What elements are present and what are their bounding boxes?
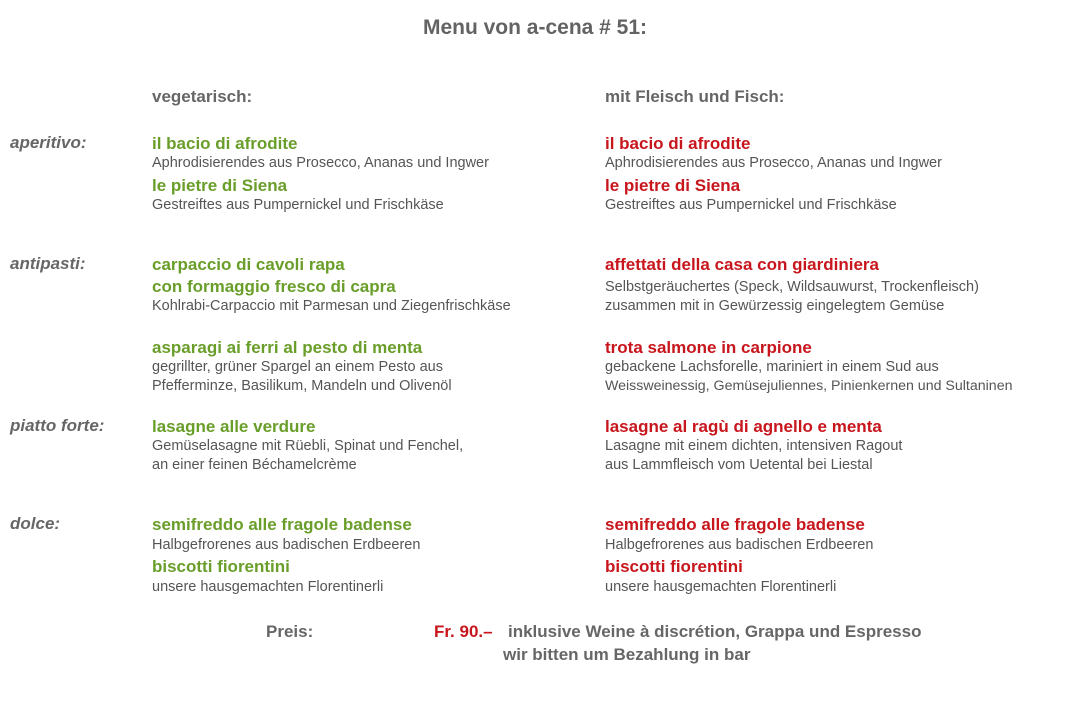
veg-piatto-forte-desc-line-2: an einer feinen Béchamelcrème bbox=[152, 457, 357, 473]
course-label-dolce: dolce: bbox=[10, 514, 61, 533]
veg-dolce-desc-2: unsere hausgemachten Florentinerli bbox=[152, 579, 384, 595]
page-title: Menu von a-cena # 51: bbox=[422, 16, 648, 39]
price-label: Preis: bbox=[266, 622, 314, 641]
veg-dolce-dish-2: biscotti fiorentini bbox=[152, 557, 290, 576]
course-label-piatto-forte: piatto forte: bbox=[10, 416, 105, 435]
veg-piatto-forte-desc-line-1: Gemüselasagne mit Rüebli, Spinat und Fenchel, bbox=[152, 438, 464, 454]
veg-dolce-dish-1: semifreddo alle fragole badense bbox=[152, 515, 412, 534]
meat-dolce-desc-1: Halbgefrorenes aus badischen Erdbeeren bbox=[605, 537, 874, 553]
veg-antipasti-desc-2-line-2: Pfefferminze, Basilikum, Mandeln und Olivenöl bbox=[152, 378, 452, 394]
veg-column-heading: vegetarisch: bbox=[152, 87, 253, 106]
meat-dolce-dish-1: semifreddo alle fragole badense bbox=[605, 515, 865, 534]
veg-aperitivo-dish-2: le pietre di Siena bbox=[152, 176, 288, 195]
meat-dolce-desc-2: unsere hausgemachten Florentinerli bbox=[605, 579, 837, 595]
meat-dolce-dish-2: biscotti fiorentini bbox=[605, 557, 743, 576]
meat-piatto-forte-dish: lasagne al ragù di agnello e menta bbox=[605, 417, 882, 436]
meat-antipasti-dish-1: affettati della casa con giardiniera bbox=[605, 255, 879, 274]
meat-antipasti-desc-2-line-1: gebackene Lachsforelle, mariniert in einem Sud aus bbox=[605, 359, 939, 375]
veg-aperitivo-dish-1: il bacio di afrodite bbox=[152, 134, 298, 153]
veg-piatto-forte-dish: lasagne alle verdure bbox=[152, 417, 316, 436]
meat-antipasti-dish-2: trota salmone in carpione bbox=[605, 338, 812, 357]
meat-antipasti-desc-1-line-2: zusammen mit in Gewürzessig eingelegtem Gemüse bbox=[605, 298, 945, 314]
meat-antipasti-desc-1-line-1: Selbstgeräuchertes (Speck, Wildsauwurst, Trockenfleisch) bbox=[605, 279, 979, 295]
meat-piatto-forte-desc-line-1: Lasagne mit einem dichten, intensiven Ragout bbox=[605, 438, 903, 454]
meat-column-heading: mit Fleisch und Fisch: bbox=[605, 87, 785, 106]
course-label-aperitivo: aperitivo: bbox=[10, 133, 87, 152]
veg-antipasti-desc-1: Kohlrabi-Carpaccio mit Parmesan und Ziegenfrischkäse bbox=[152, 298, 511, 314]
meat-aperitivo-dish-2: le pietre di Siena bbox=[605, 176, 741, 195]
veg-antipasti-dish-1-line-1: carpaccio di cavoli rapa bbox=[152, 255, 345, 274]
price-amount: Fr. 90.– bbox=[434, 622, 493, 641]
course-label-antipasti: antipasti: bbox=[10, 254, 86, 273]
veg-aperitivo-desc-2: Gestreiftes aus Pumpernickel und Frischkäse bbox=[152, 197, 444, 213]
payment-note: wir bitten um Bezahlung in bar bbox=[503, 645, 751, 664]
veg-dolce-desc-1: Halbgefrorenes aus badischen Erdbeeren bbox=[152, 537, 421, 553]
meat-aperitivo-dish-1: il bacio di afrodite bbox=[605, 134, 751, 153]
meat-piatto-forte-desc-line-2: aus Lammfleisch vom Uetental bei Liestal bbox=[605, 457, 873, 473]
veg-antipasti-dish-2: asparagi ai ferri al pesto di menta bbox=[152, 338, 423, 357]
veg-antipasti-desc-2-line-1: gegrillter, grüner Spargel an einem Pesto aus bbox=[152, 359, 443, 375]
veg-antipasti-dish-1-line-2: con formaggio fresco di capra bbox=[152, 277, 396, 296]
meat-aperitivo-desc-1: Aphrodisierendes aus Prosecco, Ananas und Ingwer bbox=[605, 155, 942, 171]
meat-aperitivo-desc-2: Gestreiftes aus Pumpernickel und Frischkäse bbox=[605, 197, 897, 213]
veg-aperitivo-desc-1: Aphrodisierendes aus Prosecco, Ananas und Ingwer bbox=[152, 155, 489, 171]
price-inclusions: inklusive Weine à discrétion, Grappa und Espresso bbox=[508, 622, 922, 641]
meat-antipasti-desc-2-line-2: Weissweinessig, Gemüsejuliennes, Pinienkernen und Sultaninen bbox=[605, 378, 1013, 394]
